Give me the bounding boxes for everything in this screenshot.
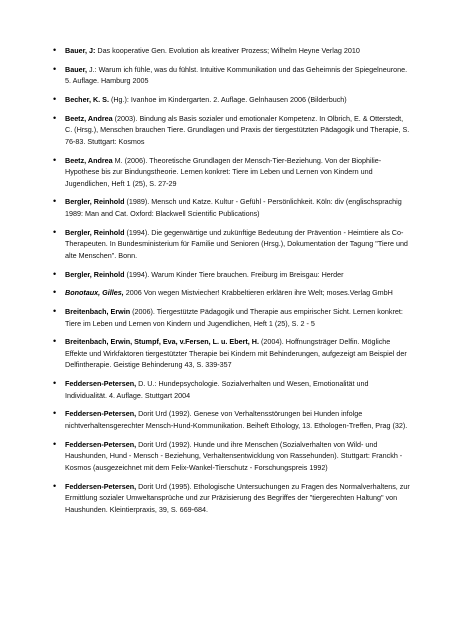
reference-text: D. U.: Hundepsychologie. Sozialverhalten und Wesen, Emotionalität und Individualität. 4. Auflage. Stuttgart 2004 — [65, 379, 369, 400]
reference-text: Dorit Urd (1995). Ethologische Untersuchungen zu Fragen des Normalverhaltens, zur Ermittlung sozialer Umweltansprüche und zur Präzisierung des Begriffes der "tiergerechten Haltung" von Haushunden. Kleintierpraxis, 39, S. 669-684. — [65, 481, 410, 514]
reference-item — [53, 63, 412, 87]
reference-author: Bonotaux, Gilles, — [65, 288, 124, 298]
reference-text: (2004). Hoffnungsträger Delfin. Mögliche Effekte und Wirkfaktoren tiergestützter Therapie bei Kindern mit Behinderungen, aufgezeigt am Beispiel der Delfintherapie. Geistige Behinderung 43, S. 339-357 — [65, 337, 407, 370]
bullet-icon: • — [53, 268, 57, 279]
bullet-icon: • — [53, 93, 57, 104]
reference-item — [53, 378, 412, 401]
bullet-icon: • — [53, 480, 57, 491]
reference-item — [53, 154, 412, 190]
reference-author: Beetz, Andrea — [65, 113, 113, 123]
reference-item — [53, 480, 412, 516]
reference-text: (2006). Tiergestützte Pädagogik und Therapie aus empirischer Sicht. Lernen konkret: Tiere im Leben und Lernen von Kindern und Jugendlichen, Heft 1 (25), S. 2 - 5 — [65, 306, 403, 328]
reference-text: M. (2006). Theoretische Grundlagen der Mensch-Tier-Beziehung. Von der Biophilie-Hypothese bis zur Bindungstheorie. Lernen konkret: Tiere im Leben und Lernen von Kindern und Jugendlichen, Heft 1 (25), S. 27-29 — [65, 155, 382, 188]
reference-item — [53, 268, 412, 281]
reference-item — [53, 196, 412, 219]
reference-author: Becher, K. S. — [65, 94, 109, 104]
bullet-icon: • — [53, 287, 57, 298]
bullet-icon: • — [53, 196, 57, 207]
reference-text: Das kooperative Gen. Evolution als kreativer Prozess; Wilhelm Heyne Verlag 2010 — [95, 46, 360, 55]
reference-list — [53, 45, 412, 515]
reference-author: Bauer, — [65, 64, 87, 74]
reference-text: 2006 Von wegen Mistviecher! Krabbeltieren erklären ihre Welt; moses.Verlag GmbH — [123, 288, 393, 298]
reference-text: (2003). Bindung als Basis sozialer und emotionaler Kompetenz. In Olbrich, E. & Otterstedt, C. (Hrsg.), Menschen brauchen Tiere. Grundlagen und Praxis der tiergestützten Pädagogik und Therapie, S. 76-83. Stuttgart: Kosmos — [65, 113, 410, 146]
reference-item — [53, 226, 412, 262]
reference-item — [53, 336, 412, 371]
reference-item — [53, 93, 412, 106]
reference-author: Breitenbach, Erwin — [65, 306, 131, 316]
reference-text: (Hg.): Ivanhoe im Kindergarten. 2. Auflage. Gelnhausen 2006 (Bilderbuch) — [108, 94, 347, 104]
reference-text: Dorit Urd (1992). Hunde und ihre Menschen (Sozialverhalten von Wild- und Haushunden, Hund - Mensch - Beziehung, Verhaltensentwicklung von Rassehunden). Stuttgart: Franckh - Kosmos (ausgezeichnet mit dem Felix-Wankel-Tierschutz - Forschungspreis 1992) — [65, 439, 403, 472]
reference-text: (1989). Mensch und Katze. Kultur - Gefühl - Persönlichkeit. Köln: div (englischsprachig 1989: Man and Cat. Oxford: Blackwell Scientific Publications) — [65, 197, 402, 218]
bullet-icon: • — [53, 226, 57, 237]
bullet-icon: • — [53, 378, 57, 389]
reference-text: (1994). Die gegenwärtige und zukünftige Bedeutung der Prävention - Heimtiere als Co-Therapeuten. In Bundesministerium für Familie und Senioren (Hrsg.), Dokumentation der Tagung "Tiere und alte Menschen". Bonn. — [65, 227, 408, 260]
reference-item — [53, 45, 412, 57]
reference-author: Breitenbach, Erwin, Stumpf, Eva, v.Fersen, L. u. Ebert, H. — [65, 337, 259, 347]
reference-author: Feddersen-Petersen, — [65, 481, 137, 491]
bullet-icon: • — [53, 408, 57, 419]
bullet-icon: • — [53, 438, 57, 449]
reference-author: Feddersen-Petersen, — [65, 409, 137, 419]
bullet-icon: • — [53, 154, 57, 165]
reference-author: Feddersen-Petersen, — [65, 379, 137, 389]
bullet-icon: • — [53, 336, 57, 347]
reference-author: Bauer, J: — [65, 46, 96, 55]
reference-text: J.: Warum ich fühle, was du fühlst. Intuitive Kommunikation und das Geheimnis der Spiegelneurone. 5. Auflage. Hamburg 2005 — [65, 64, 408, 86]
reference-author: Bergler, Reinhold — [65, 227, 125, 237]
reference-item — [53, 408, 412, 431]
bullet-icon: • — [53, 63, 57, 74]
reference-text: Dorit Urd (1992). Genese von Verhaltensstörungen bei Hunden infolge nichtverhaltensgerechter Mensch-Hund-Kommunikation. Beiheft Ethology, 13. Ethologen-Treffen, Prag (32). — [65, 409, 408, 430]
reference-author: Bergler, Reinhold — [65, 197, 125, 207]
reference-author: Bergler, Reinhold — [65, 269, 125, 279]
bullet-icon: • — [53, 45, 57, 55]
reference-item — [53, 305, 412, 329]
reference-item — [53, 112, 412, 148]
reference-text: (1994). Warum Kinder Tiere brauchen. Freiburg im Breisgau: Herder — [124, 269, 344, 279]
bullet-icon: • — [53, 305, 57, 316]
reference-author: Beetz, Andrea — [65, 155, 113, 165]
reference-item — [53, 438, 412, 474]
bullet-icon: • — [53, 112, 57, 123]
reference-author: Feddersen-Petersen, — [65, 439, 137, 449]
reference-item — [53, 287, 412, 299]
